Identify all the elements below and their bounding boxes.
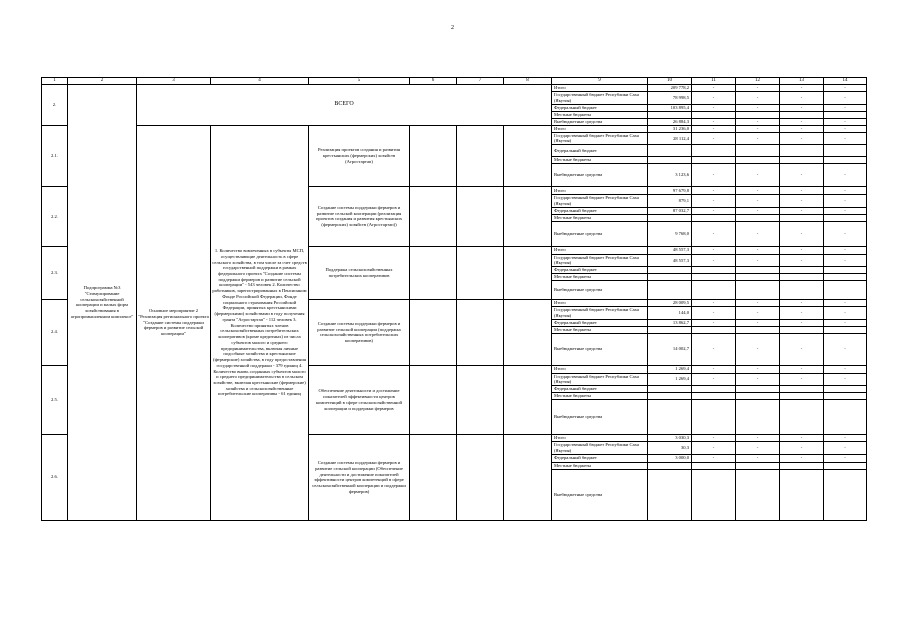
empty-cell: [692, 393, 736, 400]
year-value: -: [692, 207, 736, 214]
amount: 97 679,8: [648, 187, 692, 195]
empty-cell: [410, 246, 457, 299]
empty-cell: [736, 386, 780, 393]
year-value: -: [692, 187, 736, 195]
year-value: -: [824, 125, 867, 132]
year-value: -: [692, 104, 736, 111]
funding-source: Федеральный бюджет: [552, 207, 648, 214]
empty-cell: [824, 157, 867, 164]
empty-cell: [780, 157, 824, 164]
year-value: -: [736, 187, 780, 195]
empty-cell: [692, 267, 736, 274]
year-value: -: [736, 454, 780, 462]
year-value: -: [824, 104, 867, 111]
year-value: -: [692, 125, 736, 132]
item-number: 2.: [42, 85, 68, 125]
empty-cell: [736, 157, 780, 164]
amount: 3 123,6: [648, 164, 692, 187]
empty-cell: [410, 365, 457, 434]
amount: [648, 267, 692, 274]
funding-source: Государственный бюджет Республики Саха (Якутия): [552, 92, 648, 104]
year-value: -: [692, 373, 736, 385]
year-value: -: [824, 92, 867, 104]
year-value: -: [824, 333, 867, 365]
year-value: -: [692, 246, 736, 254]
year-value: -: [824, 454, 867, 462]
column-number-row: [42, 78, 867, 85]
year-value: -: [692, 319, 736, 326]
year-value: -: [736, 221, 780, 246]
amount: [648, 469, 692, 520]
funding-source: Федеральный бюджет: [552, 386, 648, 393]
column-number: 2: [68, 78, 137, 85]
year-value: -: [824, 246, 867, 254]
empty-cell: [504, 435, 552, 520]
event-name: Обеспечение деятельности и достижение показателей эффективности центров компетенций в сфере сельскохозяйственной кооперации и поддержки фермеров: [309, 365, 410, 434]
empty-cell: [736, 462, 780, 469]
year-value: -: [780, 307, 824, 319]
funding-source: Государственный бюджет Республики Саха (Якутия): [552, 442, 648, 454]
year-value: -: [736, 207, 780, 214]
funding-source: Государственный бюджет Республики Саха (Якутия): [552, 307, 648, 319]
empty-cell: [736, 326, 780, 333]
year-value: -: [824, 132, 867, 144]
funding-source: Местные бюджеты: [552, 274, 648, 281]
year-value: -: [692, 132, 736, 144]
amount: 30,3: [648, 442, 692, 454]
empty-cell: [780, 400, 824, 435]
year-value: -: [692, 254, 736, 266]
funding-source: Внебюджетные средства: [552, 469, 648, 520]
empty-cell: [780, 214, 824, 221]
amount: 209 778,2: [648, 85, 692, 92]
empty-cell: [736, 400, 780, 435]
empty-cell: [824, 281, 867, 300]
amount: 26 884,3: [648, 118, 692, 125]
event-name: Поддержка сельскохозяйственных потребительских кооперативов: [309, 246, 410, 299]
year-value: -: [780, 125, 824, 132]
empty-cell: [457, 125, 504, 186]
funding-source: Местные бюджеты: [552, 326, 648, 333]
empty-cell: [410, 187, 457, 246]
year-value: -: [692, 221, 736, 246]
year-value: -: [824, 254, 867, 266]
page-number: 2: [451, 25, 454, 31]
amount: 1 269,4: [648, 365, 692, 373]
empty-cell: [780, 274, 824, 281]
empty-cell: [824, 274, 867, 281]
event-name: Создание системы поддержки фермеров и развитие сельской кооперации (реализация проектов создания и развития крестьянских (фермерских) хозяйств (Агростартап)): [309, 187, 410, 246]
empty-cell: [780, 267, 824, 274]
year-value: -: [824, 195, 867, 207]
year-value: -: [824, 442, 867, 454]
funding-source: Внебюджетные средства: [552, 221, 648, 246]
year-value: -: [736, 254, 780, 266]
year-value: -: [692, 333, 736, 365]
funding-source: Местные бюджеты: [552, 462, 648, 469]
year-value: -: [736, 333, 780, 365]
amount: 144,0: [648, 307, 692, 319]
amount: 48 557,3: [648, 254, 692, 266]
column-number: 13: [780, 78, 824, 85]
item-row: [42, 125, 867, 132]
amount: 103 895,4: [648, 104, 692, 111]
indicators-cell: 1. Количество вовлеченных в субъекты МСП, осуществляющие деятельность в сфере сельского хозяйства, в том числе за счет средств государственной поддержки в рамках федерального проекта "Создание системы поддержки фермеров и развитие сельской кооперации" - 543 человек 2. Количество работников, зарегистрированных в Пенсионном Фонде Российской Федерации, Фонде социального страхования Российской Федерации, принятых крестьянскими (фермерскими) хозяйствами в году получения гранта "Агростартап" - 112 человек 3. Количество принятых членов сельскохозяйственных потребительских кооперативов (кроме кредитных) из числа субъектов малого и среднего предпринимательства, включая личные подсобные хозяйства и крестьянские (фермерские) хозяйства, в году предоставления государственной поддержки - 379 единиц 4. Количество вновь созданных субъектов малого и среднего предпринимательства в сельском хозяйстве, включая крестьянские (фермерские) хозяйства и сельскохозяйственные потребительские кооперативы - 61 единиц: [211, 125, 309, 520]
amount: [648, 281, 692, 300]
item-number: 2.5.: [42, 365, 68, 434]
empty-cell: [780, 326, 824, 333]
funding-source: Федеральный бюджет: [552, 145, 648, 157]
year-value: -: [780, 300, 824, 307]
year-value: -: [780, 435, 824, 442]
empty-cell: [692, 157, 736, 164]
empty-cell: [824, 386, 867, 393]
year-value: -: [780, 319, 824, 326]
year-value: -: [780, 118, 824, 125]
funding-source: Итого: [552, 365, 648, 373]
funding-source: Внебюджетные средства: [552, 281, 648, 300]
year-value: -: [780, 187, 824, 195]
year-value: -: [780, 365, 824, 373]
item-number: 2.1.: [42, 125, 68, 186]
amount: 28 009,5: [648, 300, 692, 307]
year-value: -: [824, 319, 867, 326]
funding-source: Итого: [552, 435, 648, 442]
empty-cell: [692, 400, 736, 435]
amount: 28 112,4: [648, 132, 692, 144]
empty-cell: [457, 300, 504, 365]
empty-cell: [736, 274, 780, 281]
amount: 87 032,7: [648, 207, 692, 214]
amount: 13 862,7: [648, 319, 692, 326]
empty-cell: [736, 469, 780, 520]
item-number: 2.3.: [42, 246, 68, 299]
year-value: -: [824, 435, 867, 442]
empty-cell: [780, 393, 824, 400]
funding-source: Местные бюджеты: [552, 111, 648, 118]
empty-cell: [504, 246, 552, 299]
year-value: -: [736, 307, 780, 319]
column-number: 7: [457, 78, 504, 85]
year-value: -: [736, 85, 780, 92]
year-value: -: [692, 118, 736, 125]
funding-source: Местные бюджеты: [552, 214, 648, 221]
year-value: -: [692, 85, 736, 92]
year-value: -: [824, 221, 867, 246]
empty-cell: [504, 125, 552, 186]
funding-source: Итого: [552, 246, 648, 254]
funding-source: Государственный бюджет Республики Саха (Якутия): [552, 132, 648, 144]
funding-source: Государственный бюджет Республики Саха (Якутия): [552, 195, 648, 207]
amount: 1 269,4: [648, 373, 692, 385]
funding-source: Федеральный бюджет: [552, 319, 648, 326]
column-number: 14: [824, 78, 867, 85]
year-value: -: [824, 118, 867, 125]
funding-source: Федеральный бюджет: [552, 104, 648, 111]
funding-source: Государственный бюджет Республики Саха (Якутия): [552, 373, 648, 385]
column-number: 12: [736, 78, 780, 85]
column-number: 6: [410, 78, 457, 85]
year-value: -: [692, 195, 736, 207]
year-value: -: [692, 442, 736, 454]
year-value: -: [780, 132, 824, 144]
year-value: -: [824, 373, 867, 385]
main-event-cell: Основное мероприятие 2 "Реализация регионального проекта "Создание системы поддержки фермеров и развитие сельской кооперации": [137, 125, 211, 520]
empty-cell: [824, 469, 867, 520]
year-value: -: [736, 104, 780, 111]
empty-cell: [780, 281, 824, 300]
funding-source: Федеральный бюджет: [552, 454, 648, 462]
funding-source: Внебюджетные средства: [552, 164, 648, 187]
empty-cell: [692, 145, 736, 157]
column-number: 5: [309, 78, 410, 85]
year-value: -: [780, 373, 824, 385]
amount: 78 998,5: [648, 92, 692, 104]
amount: [648, 400, 692, 435]
amount: [648, 145, 692, 157]
empty-cell: [457, 187, 504, 246]
empty-cell: [824, 400, 867, 435]
year-value: -: [736, 442, 780, 454]
year-value: -: [736, 125, 780, 132]
amount: [648, 386, 692, 393]
empty-cell: [692, 462, 736, 469]
column-number: 8: [504, 78, 552, 85]
year-value: -: [736, 92, 780, 104]
empty-cell: [410, 125, 457, 186]
amount: 3 030,3: [648, 435, 692, 442]
total-label: ВСЕГО: [137, 85, 552, 125]
empty-cell: [504, 300, 552, 365]
year-value: -: [824, 365, 867, 373]
item-number: 2.2.: [42, 187, 68, 246]
amount: 9 768,0: [648, 221, 692, 246]
subprogram-cell: Подпрограмма №3 "Стимулирование сельскохозяйственной кооперации и малых форм хозяйствования в агропромышленном комплексе": [68, 85, 137, 520]
year-value: -: [736, 435, 780, 442]
event-name: Реализация проектов создания и развития крестьянских (фермерских) хозяйств (Агростартап): [309, 125, 410, 186]
empty-cell: [692, 214, 736, 221]
empty-cell: [457, 365, 504, 434]
year-value: -: [824, 307, 867, 319]
year-value: -: [736, 132, 780, 144]
amount: [648, 214, 692, 221]
item-number: 2.4.: [42, 300, 68, 365]
column-number: 1: [42, 78, 68, 85]
column-number: 9: [552, 78, 648, 85]
column-number: 11: [692, 78, 736, 85]
empty-cell: [824, 267, 867, 274]
year-value: -: [692, 92, 736, 104]
empty-cell: [780, 462, 824, 469]
empty-cell: [504, 187, 552, 246]
event-name: Создание системы поддержки фермеров и развитие сельской кооперации (поддержка сельскохозяйственных потребительских кооперативов): [309, 300, 410, 365]
year-value: -: [692, 365, 736, 373]
empty-cell: [736, 281, 780, 300]
amount: [648, 326, 692, 333]
funding-source: Внебюджетные средства: [552, 400, 648, 435]
amount: 14 002,7: [648, 333, 692, 365]
amount: 3 000,0: [648, 454, 692, 462]
column-number: 3: [137, 78, 211, 85]
year-value: -: [824, 207, 867, 214]
empty-cell: [736, 111, 780, 118]
year-value: -: [736, 164, 780, 187]
year-value: -: [780, 104, 824, 111]
empty-cell: [780, 111, 824, 118]
empty-cell: [780, 145, 824, 157]
year-value: -: [780, 92, 824, 104]
funding-source: Государственный бюджет Республики Саха (Якутия): [552, 254, 648, 266]
empty-cell: [824, 326, 867, 333]
amount: [648, 462, 692, 469]
empty-cell: [824, 214, 867, 221]
year-value: -: [780, 454, 824, 462]
funding-source: Федеральный бюджет: [552, 267, 648, 274]
year-value: -: [692, 164, 736, 187]
amount: 31 236,0: [648, 125, 692, 132]
year-value: -: [780, 164, 824, 187]
funding-source: Итого: [552, 187, 648, 195]
year-value: -: [736, 195, 780, 207]
empty-cell: [824, 462, 867, 469]
empty-cell: [457, 435, 504, 520]
year-value: -: [780, 221, 824, 246]
item-number: 2.6.: [42, 435, 68, 520]
year-value: -: [692, 454, 736, 462]
year-value: -: [780, 442, 824, 454]
empty-cell: [692, 274, 736, 281]
empty-cell: [692, 469, 736, 520]
empty-cell: [736, 145, 780, 157]
empty-cell: [692, 281, 736, 300]
amount: [648, 274, 692, 281]
funding-source: Внебюджетные средства: [552, 333, 648, 365]
year-value: -: [824, 300, 867, 307]
year-value: -: [824, 85, 867, 92]
year-value: -: [780, 195, 824, 207]
year-value: -: [692, 307, 736, 319]
year-value: -: [780, 254, 824, 266]
year-value: -: [692, 435, 736, 442]
empty-cell: [736, 393, 780, 400]
event-name: Создание системы поддержки фермеров и развитие сельской кооперации (Обеспечение деятельности и достижение показателей эффективности центров компетенций в сфере сельскохозяйственной кооперации и поддержки фермеров): [309, 435, 410, 520]
year-value: -: [736, 365, 780, 373]
empty-cell: [410, 300, 457, 365]
amount: 879,1: [648, 195, 692, 207]
empty-cell: [824, 393, 867, 400]
funding-source: Итого: [552, 85, 648, 92]
column-number: 4: [211, 78, 309, 85]
empty-cell: [692, 111, 736, 118]
empty-cell: [824, 145, 867, 157]
year-value: -: [736, 300, 780, 307]
column-number: 10: [648, 78, 692, 85]
year-value: -: [692, 300, 736, 307]
total-row: [42, 85, 867, 92]
year-value: -: [780, 333, 824, 365]
year-value: -: [780, 85, 824, 92]
year-value: -: [736, 118, 780, 125]
year-value: -: [780, 246, 824, 254]
empty-cell: [736, 214, 780, 221]
empty-cell: [410, 435, 457, 520]
empty-cell: [736, 267, 780, 274]
year-value: -: [736, 373, 780, 385]
empty-cell: [824, 111, 867, 118]
amount: [648, 393, 692, 400]
program-table: [41, 77, 867, 521]
amount: [648, 157, 692, 164]
amount: 48 557,3: [648, 246, 692, 254]
empty-cell: [692, 326, 736, 333]
empty-cell: [692, 386, 736, 393]
year-value: -: [736, 319, 780, 326]
year-value: -: [736, 246, 780, 254]
funding-source: Итого: [552, 125, 648, 132]
empty-cell: [780, 386, 824, 393]
empty-cell: [780, 469, 824, 520]
amount: [648, 111, 692, 118]
year-value: -: [780, 207, 824, 214]
funding-source: Местные бюджеты: [552, 157, 648, 164]
empty-cell: [457, 246, 504, 299]
funding-source: Итого: [552, 300, 648, 307]
empty-cell: [504, 365, 552, 434]
year-value: -: [824, 164, 867, 187]
funding-source: Внебюджетные средства: [552, 118, 648, 125]
funding-source: Местные бюджеты: [552, 393, 648, 400]
year-value: -: [824, 187, 867, 195]
